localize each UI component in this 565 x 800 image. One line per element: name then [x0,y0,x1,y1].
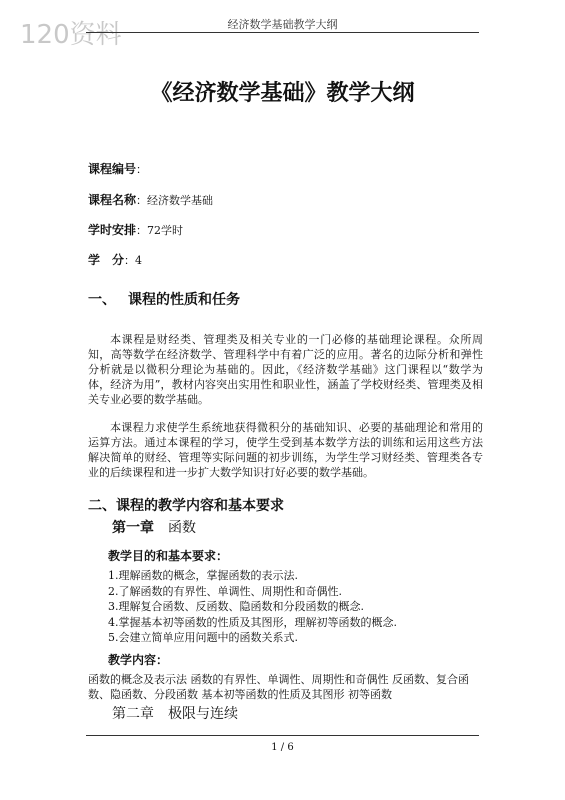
list-item: 5.会建立简单应用问题中的函数关系式. [108,631,298,644]
chapter-2-heading [112,703,238,723]
field-value: 72学时 [147,224,184,237]
chapter-name: 极限与连续 [168,706,238,722]
document-title: 《经济数学基础》教学大纲 [150,81,415,106]
list-item: 4.掌握基本初等函数的性质及其图形，理解初等函数的概念. [108,615,397,629]
field-value: 4 [135,254,143,267]
section-2-heading: 二、课程的教学内容和基本要求 [88,498,284,514]
field-label: 学时安排 [88,223,137,237]
chapter-label: 第二章 [112,706,154,722]
footer-divider [86,735,479,736]
chapter-label: 第一章 [112,520,154,536]
header-divider [86,32,479,33]
list-item: 1.理解函数的概念，掌握函数的表示法. [108,569,298,582]
field-label: 学 分 [88,253,125,267]
field-course-name: 课程名称：经济数学基础 [88,193,214,207]
list-item: 2.了解函数的有界性、单调性、周期性和奇偶性. [108,584,342,598]
field-label: 课程名称 [88,193,137,207]
content-heading: 教学内容： [108,653,169,667]
field-label: 课程编号 [88,162,137,176]
list-item: 3.理解复合函数、反函数、隐函数和分段函数的概念. [108,600,364,613]
goals-list [108,568,397,646]
chapter-1-content: 函数的概念及表示法 函数的有界性、单调性、周期性和奇偶性 反函数、复合函数、隐函数、分段函数 基本初等函数的性质及其图形 初等函数 [88,673,469,701]
running-header: 经济数学基础教学大纲 [227,18,338,31]
paragraph-task: 本课程力求使学生系统地获得微积分的基础知识、必要的基础理论和常用的运算方法。通过本课程的学习，使学生受到基本数学方法的训练和运用这些方法解决简单的财经、管理等实际问题的初步训练，为学生学习财经类、管理类各专业的后续课程和进一步扩大数学知识打好必要的数学基础。 [88,421,483,479]
field-hours: 学时安排：72学时 [88,223,184,237]
section-title: 课程的性质和任务 [128,292,240,308]
section-number: 一、 [88,292,116,308]
field-credits: 学 分：4 [88,253,143,267]
page-number: 1 / 6 [271,742,294,753]
chapter-1-heading [112,517,196,537]
field-value: 经济数学基础 [147,194,214,207]
goals-heading: 教学目的和基本要求： [108,549,229,563]
section-1-heading [88,289,240,309]
watermark-logo: 120资料 [20,20,122,50]
paragraph-nature: 本课程是财经类、管理类及相关专业的一门必修的基础理论课程。众所周知，高等数学在经济数学、管理科学中有着广泛的应用。著名的边际分析和弹性分析就是以微积分理论为基础的。因此，《经济数学基础》这门课程以“数学为体，经济为用”，教材内容突出实用性和职业性，涵盖了学校财经类、管理类及相关专业必要的数学基础。 [88,333,483,406]
chapter-name: 函数 [168,520,196,536]
field-course-code: 课程编号： [88,162,148,176]
